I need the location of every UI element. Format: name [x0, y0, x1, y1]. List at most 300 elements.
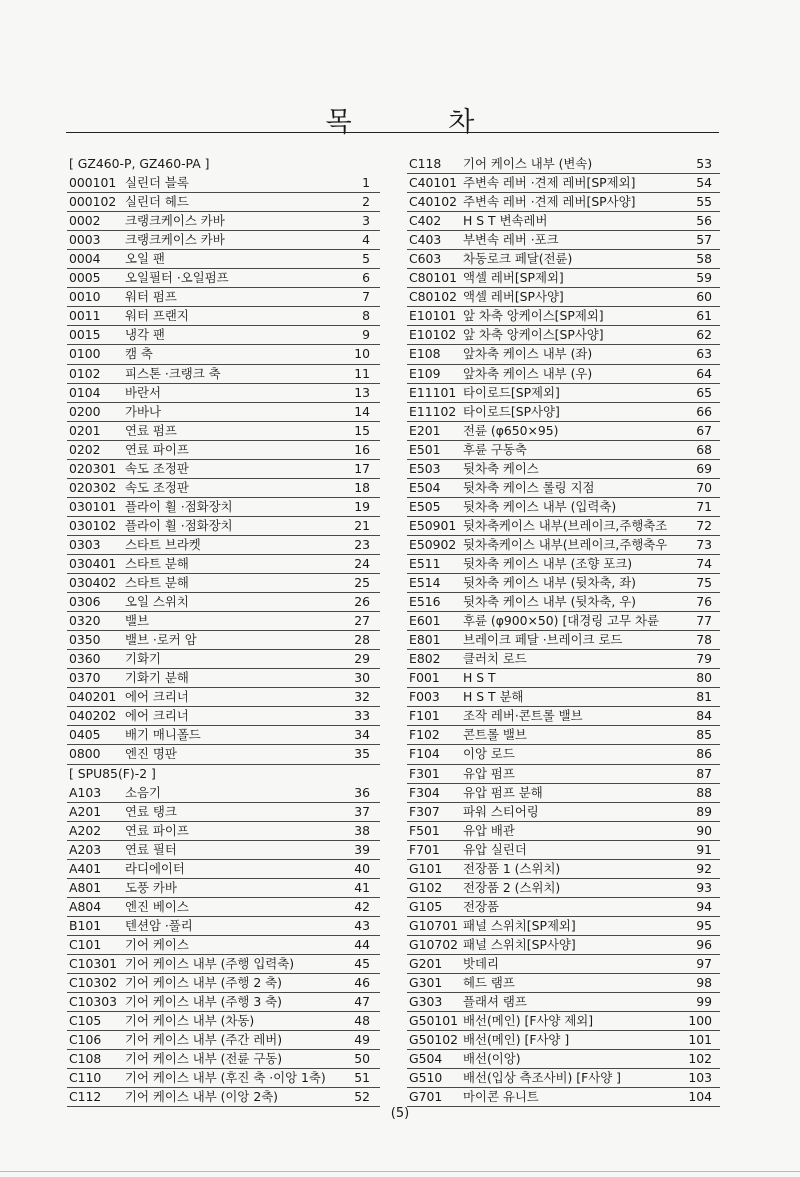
entry-code: F101: [409, 708, 440, 724]
entry-page: 44: [354, 936, 370, 952]
entry-page: 71: [696, 498, 712, 514]
entry-name: 패널 스위치[SP사양]: [463, 936, 576, 952]
entry-code: 0370: [69, 670, 101, 686]
entry-page: 80: [696, 670, 712, 686]
entry-name: 기어 케이스: [125, 936, 189, 952]
toc-entry: [67, 707, 380, 726]
entry-page: 10: [354, 346, 370, 362]
entry-name: 이앙 로드: [463, 746, 515, 762]
entry-name: 피스톤 ·크랭크 축: [125, 365, 221, 381]
toc-entry: [407, 422, 720, 441]
entry-code: 0102: [69, 365, 101, 381]
toc-entry: [67, 688, 380, 707]
entry-code: C402: [409, 213, 442, 229]
entry-code: A801: [69, 879, 102, 895]
entry-code: E10102: [409, 327, 457, 343]
entry-code: G10702: [409, 936, 459, 952]
entry-code: 0800: [69, 746, 101, 762]
toc-entry: [407, 555, 720, 574]
toc-entry: [407, 307, 720, 326]
entry-code: F003: [409, 689, 440, 705]
entry-page: 5: [362, 251, 370, 267]
toc-entry: [67, 745, 380, 764]
entry-code: E501: [409, 441, 441, 457]
toc-entry: [407, 498, 720, 517]
entry-name: 뒷차축 케이스 내부 (뒷차축, 좌): [463, 575, 636, 591]
entry-page: 96: [696, 936, 712, 952]
entry-code: E50901: [409, 517, 457, 533]
entry-name: 배선(메인) [F사양 ]: [463, 1032, 570, 1048]
page-title: 목 차: [325, 107, 519, 138]
entry-name: 기어 케이스 내부 (전륜 구동): [125, 1051, 283, 1067]
entry-name: 유압 실린더: [463, 841, 527, 857]
entry-page: 34: [354, 727, 370, 743]
entry-name: 뒷차축 케이스 내부 (입력축): [463, 498, 617, 514]
entry-page: 9: [362, 327, 370, 343]
entry-page: 38: [354, 822, 370, 838]
entry-page: 79: [696, 651, 712, 667]
entry-page: 24: [354, 555, 370, 571]
entry-page: 32: [354, 689, 370, 705]
entry-code: E505: [409, 498, 441, 514]
entry-name: 냉각 팬: [125, 327, 165, 343]
entry-code: 040202: [69, 708, 117, 724]
entry-name: 타이로드[SP사양]: [463, 403, 560, 419]
toc-entry: [67, 803, 380, 822]
toc-entry: [67, 307, 380, 326]
toc-entry: [407, 726, 720, 745]
entry-name: 엔진 명판: [125, 746, 177, 762]
entry-code: 020301: [69, 460, 117, 476]
toc-entry: [67, 1031, 380, 1050]
entry-page: 104: [688, 1089, 712, 1105]
entry-page: 68: [696, 441, 712, 457]
entry-name: 후륜 구동축: [463, 441, 527, 457]
entry-page: 95: [696, 917, 712, 933]
entry-page: 67: [696, 422, 712, 438]
entry-name: 유압 배관: [463, 822, 515, 838]
entry-page: 63: [696, 346, 712, 362]
entry-code: 030402: [69, 575, 117, 591]
entry-name: 기어 케이스 내부 (변속): [463, 156, 593, 171]
toc-entry: [67, 403, 380, 422]
entry-code: 0350: [69, 632, 101, 648]
entry-page: 84: [696, 708, 712, 724]
toc-entry: [67, 536, 380, 555]
toc-entry: [67, 269, 380, 288]
toc-entry: [67, 193, 380, 212]
toc-entry: [407, 479, 720, 498]
entry-page: 91: [696, 841, 712, 857]
entry-name: 기어 케이스 내부 (이앙 2축): [125, 1089, 278, 1105]
entry-code: F701: [409, 841, 440, 857]
entry-code: E514: [409, 575, 441, 591]
entry-page: 18: [354, 479, 370, 495]
entry-name: 전장품 2 (스위치): [463, 879, 561, 895]
entry-code: C10302: [69, 975, 118, 991]
entry-code: 0002: [69, 213, 101, 229]
entry-name: 플래셔 램프: [463, 994, 527, 1010]
entry-name: 배선(메인) [F사양 제외]: [463, 1013, 594, 1029]
entry-page: 46: [354, 975, 370, 991]
entry-page: 33: [354, 708, 370, 724]
entry-name: 플라이 휠 ·점화장치: [125, 498, 233, 514]
entry-code: E601: [409, 613, 441, 629]
toc-entry: [407, 745, 720, 764]
entry-page: 76: [696, 594, 712, 610]
entry-code: C118: [409, 156, 442, 171]
entry-name: 밸브: [125, 613, 149, 629]
entry-name: 기어 케이스 내부 (차동): [125, 1013, 255, 1029]
entry-code: 0015: [69, 327, 101, 343]
entry-code: C106: [69, 1032, 102, 1048]
entry-page: 8: [362, 308, 370, 324]
entry-code: B101: [69, 917, 102, 933]
entry-name: 기어 케이스 내부 (주행 입력축): [125, 955, 295, 971]
entry-page: 66: [696, 403, 712, 419]
entry-code: F301: [409, 765, 440, 781]
toc-entry: [407, 974, 720, 993]
entry-code: A203: [69, 841, 102, 857]
toc-entry: [407, 574, 720, 593]
entry-name: 부변속 레버 ·포크: [463, 232, 559, 248]
toc-entry: [67, 917, 380, 936]
entry-code: G105: [409, 898, 443, 914]
toc-entry: [67, 345, 380, 364]
entry-code: 0201: [69, 422, 101, 438]
entry-code: G50102: [409, 1032, 459, 1048]
entry-code: F307: [409, 803, 440, 819]
entry-name: 가바나: [125, 403, 161, 419]
toc-entry: [407, 784, 720, 803]
entry-code: E511: [409, 555, 441, 571]
entry-page: 16: [354, 441, 370, 457]
entry-code: C10303: [69, 994, 118, 1010]
entry-code: G102: [409, 879, 443, 895]
entry-page: 53: [696, 156, 712, 171]
entry-name: 파워 스티어링: [463, 803, 539, 819]
entry-code: 0202: [69, 441, 101, 457]
entry-code: 0100: [69, 346, 101, 362]
entry-code: C80102: [409, 289, 458, 305]
entry-name: H S T 변속레버: [463, 213, 548, 229]
entry-name: 엔진 베이스: [125, 898, 189, 914]
entry-name: 오일필터 ·오일펌프: [125, 270, 229, 286]
entry-name: 워터 펌프: [125, 289, 177, 305]
entry-code: C105: [69, 1013, 102, 1029]
entry-page: 29: [354, 651, 370, 667]
entry-code: E801: [409, 632, 441, 648]
toc-left-column: [67, 155, 380, 1107]
entry-name: 배선(입상 측조사비) [F사양 ]: [463, 1070, 621, 1086]
toc-entry: [67, 384, 380, 403]
entry-name: 실린더 헤드: [125, 194, 189, 210]
entry-name: 콘트롤 밸브: [463, 727, 527, 743]
toc-entry: [407, 593, 720, 612]
entry-code: F501: [409, 822, 440, 838]
entry-page: 52: [354, 1089, 370, 1105]
entry-code: 0011: [69, 308, 101, 324]
entry-name: 연료 필터: [125, 841, 177, 857]
entry-name: 워터 프랜지: [125, 308, 189, 324]
entry-code: G303: [409, 994, 443, 1010]
entry-code: 030101: [69, 498, 117, 514]
toc-entry: [67, 441, 380, 460]
entry-page: 56: [696, 213, 712, 229]
entry-name: 라디에이터: [125, 860, 185, 876]
page-number: (5): [390, 1106, 410, 1121]
entry-name: 앞 차축 앙케이스[SP사양]: [463, 327, 604, 343]
entry-page: 99: [696, 994, 712, 1010]
toc-entry: [407, 441, 720, 460]
toc-entry: [67, 1088, 380, 1107]
entry-code: E11102: [409, 403, 457, 419]
toc-entry: [67, 250, 380, 269]
entry-code: 040201: [69, 689, 117, 705]
entry-page: 11: [354, 365, 370, 381]
toc-entry: [67, 879, 380, 898]
entry-page: 90: [696, 822, 712, 838]
entry-page: 30: [354, 670, 370, 686]
toc-entry: [407, 688, 720, 707]
entry-page: 3: [362, 213, 370, 229]
toc-entry: [67, 1050, 380, 1069]
entry-page: 58: [696, 251, 712, 267]
entry-page: 61: [696, 308, 712, 324]
toc-entry: [67, 669, 380, 688]
entry-code: 0004: [69, 251, 101, 267]
entry-page: 69: [696, 460, 712, 476]
entry-name: 캠 축: [125, 346, 153, 362]
entry-page: 89: [696, 803, 712, 819]
entry-page: 40: [354, 860, 370, 876]
entry-code: 030102: [69, 517, 117, 533]
toc-entry: [407, 1031, 720, 1050]
entry-code: E504: [409, 479, 441, 495]
toc-entry: [407, 1088, 720, 1107]
entry-code: 0005: [69, 270, 101, 286]
entry-page: 94: [696, 898, 712, 914]
entry-code: C40101: [409, 175, 458, 191]
toc-right-column: [407, 155, 720, 1107]
entry-code: 0320: [69, 613, 101, 629]
entry-name: 뒷차축케이스 내부(브레이크,주행축조: [463, 517, 668, 533]
entry-name: 배기 매니폴드: [125, 727, 201, 743]
entry-page: 55: [696, 194, 712, 210]
entry-page: 28: [354, 632, 370, 648]
entry-page: 74: [696, 555, 712, 571]
entry-name: 기화기: [125, 651, 161, 667]
entry-page: 64: [696, 365, 712, 381]
toc-entry: [407, 384, 720, 403]
entry-name: 뒷차축 케이스 내부 (조향 포크): [463, 555, 633, 571]
toc-entry: [407, 993, 720, 1012]
entry-page: 13: [354, 384, 370, 400]
entry-page: 72: [696, 517, 712, 533]
toc-entry: [67, 517, 380, 536]
toc-entry: [67, 174, 380, 193]
entry-name: 배선(이앙): [463, 1051, 521, 1067]
entry-name: 액셀 레버[SP사양]: [463, 289, 564, 305]
entry-name: 전륜 (φ650×95): [463, 422, 559, 438]
entry-page: 73: [696, 536, 712, 552]
entry-page: 48: [354, 1013, 370, 1029]
entry-code: F102: [409, 727, 440, 743]
entry-name: 에어 크리너: [125, 689, 189, 705]
entry-name: 속도 조정판: [125, 460, 189, 476]
toc-entry: [407, 936, 720, 955]
toc-entry: [67, 631, 380, 650]
entry-name: 전장품 1 (스위치): [463, 860, 561, 876]
toc-entry: [67, 955, 380, 974]
toc-entry: [407, 631, 720, 650]
entry-name: 연료 탱크: [125, 803, 177, 819]
toc-entry: [407, 669, 720, 688]
entry-name: 소음기: [125, 784, 161, 800]
entry-code: 000102: [69, 194, 117, 210]
toc-entry: [67, 212, 380, 231]
entry-name: 기어 케이스 내부 (후진 축 ·이앙 1축): [125, 1070, 326, 1086]
toc-section-heading: [67, 765, 380, 784]
entry-page: 60: [696, 289, 712, 305]
entry-name: 기어 케이스 내부 (주행 3 축): [125, 994, 282, 1010]
entry-name: 속도 조정판: [125, 479, 189, 495]
toc-entry: [407, 803, 720, 822]
toc-entry: [67, 326, 380, 345]
entry-name: 조작 레버·콘트롤 밸브: [463, 708, 583, 724]
entry-page: 21: [354, 517, 370, 533]
entry-code: 0010: [69, 289, 101, 305]
toc-entry: [67, 726, 380, 745]
entry-name: 밸브 ·로커 암: [125, 632, 197, 648]
entry-code: G510: [409, 1070, 443, 1086]
entry-name: 연료 펌프: [125, 422, 177, 438]
toc-entry: [407, 879, 720, 898]
entry-code: 0303: [69, 536, 101, 552]
entry-name: 기화기 분해: [125, 670, 189, 686]
entry-page: 17: [354, 460, 370, 476]
toc-entry: [407, 250, 720, 269]
entry-page: 70: [696, 479, 712, 495]
toc-entry: [67, 612, 380, 631]
toc-entry: [407, 212, 720, 231]
entry-page: 78: [696, 632, 712, 648]
toc-entry: [67, 231, 380, 250]
entry-code: E50902: [409, 536, 457, 552]
entry-page: 77: [696, 613, 712, 629]
entry-page: 86: [696, 746, 712, 762]
toc-entry: [407, 1069, 720, 1088]
entry-page: 41: [354, 879, 370, 895]
toc-entry: [407, 612, 720, 631]
toc-entry: [407, 822, 720, 841]
entry-code: E108: [409, 346, 441, 362]
entry-page: 88: [696, 784, 712, 800]
toc-entry: [67, 1012, 380, 1031]
toc-entry: [67, 1069, 380, 1088]
entry-code: E802: [409, 651, 441, 667]
entry-code: F304: [409, 784, 440, 800]
entry-code: 0360: [69, 651, 101, 667]
entry-name: 유압 펌프 분해: [463, 784, 543, 800]
entry-name: 유압 펌프: [463, 765, 515, 781]
entry-name: 스타트 분해: [125, 575, 189, 591]
toc-entry: [407, 765, 720, 784]
toc-entry: [407, 1012, 720, 1031]
entry-code: 030401: [69, 555, 117, 571]
toc-entry: [67, 460, 380, 479]
entry-page: 100: [688, 1013, 712, 1029]
entry-code: G50101: [409, 1013, 459, 1029]
entry-name: H S T 분해: [463, 689, 524, 705]
entry-page: 37: [354, 803, 370, 819]
entry-name: 뒷차축 케이스 롤링 지점: [463, 479, 595, 495]
entry-code: G10701: [409, 917, 459, 933]
entry-name: 앞 차축 앙케이스[SP제외]: [463, 308, 604, 324]
entry-page: 35: [354, 746, 370, 762]
toc-entry: [407, 174, 720, 193]
entry-code: 0104: [69, 384, 101, 400]
entry-name: 크랭크케이스 카바: [125, 213, 225, 229]
toc-entry: [67, 993, 380, 1012]
entry-name: 밧데리: [463, 955, 499, 971]
entry-name: 플라이 휠 ·점화장치: [125, 517, 233, 533]
entry-code: A401: [69, 860, 102, 876]
entry-code: E10101: [409, 308, 457, 324]
entry-page: 36: [354, 784, 370, 800]
entry-name: 스타트 분해: [125, 555, 189, 571]
entry-name: 앞차축 케이스 내부 (좌): [463, 346, 593, 362]
entry-page: 19: [354, 498, 370, 514]
entry-page: 26: [354, 594, 370, 610]
entry-name: 주변속 레버 ·견제 레버[SP사양]: [463, 194, 636, 210]
entry-name: H S T: [463, 670, 496, 686]
entry-page: 65: [696, 384, 712, 400]
entry-page: 50: [354, 1051, 370, 1067]
toc-entry: [67, 479, 380, 498]
section-label: [ GZ460-P, GZ460-PA ]: [69, 156, 210, 171]
toc-entry: [67, 498, 380, 517]
toc-entry: [407, 841, 720, 860]
entry-code: A103: [69, 784, 102, 800]
entry-page: 98: [696, 975, 712, 991]
entry-page: 103: [688, 1070, 712, 1086]
entry-page: 1: [362, 175, 370, 191]
toc-entry: [67, 860, 380, 879]
entry-code: C101: [69, 936, 102, 952]
toc-entry: [67, 593, 380, 612]
toc-entry: [67, 784, 380, 803]
entry-page: 85: [696, 727, 712, 743]
entry-code: C603: [409, 251, 442, 267]
entry-name: 도풍 카바: [125, 879, 177, 895]
entry-code: G504: [409, 1051, 443, 1067]
entry-page: 4: [362, 232, 370, 248]
entry-code: E11101: [409, 384, 457, 400]
entry-page: 59: [696, 270, 712, 286]
toc-entry: [407, 917, 720, 936]
toc-entry: [67, 422, 380, 441]
entry-code: G301: [409, 975, 443, 991]
entry-name: 연료 파이프: [125, 822, 189, 838]
toc-entry: [67, 288, 380, 307]
entry-name: 타이로드[SP제외]: [463, 384, 560, 400]
entry-page: 2: [362, 194, 370, 210]
toc-entry: [407, 269, 720, 288]
entry-name: 앞차축 케이스 내부 (우): [463, 365, 593, 381]
toc-entry: [407, 517, 720, 536]
toc-entry: [407, 536, 720, 555]
